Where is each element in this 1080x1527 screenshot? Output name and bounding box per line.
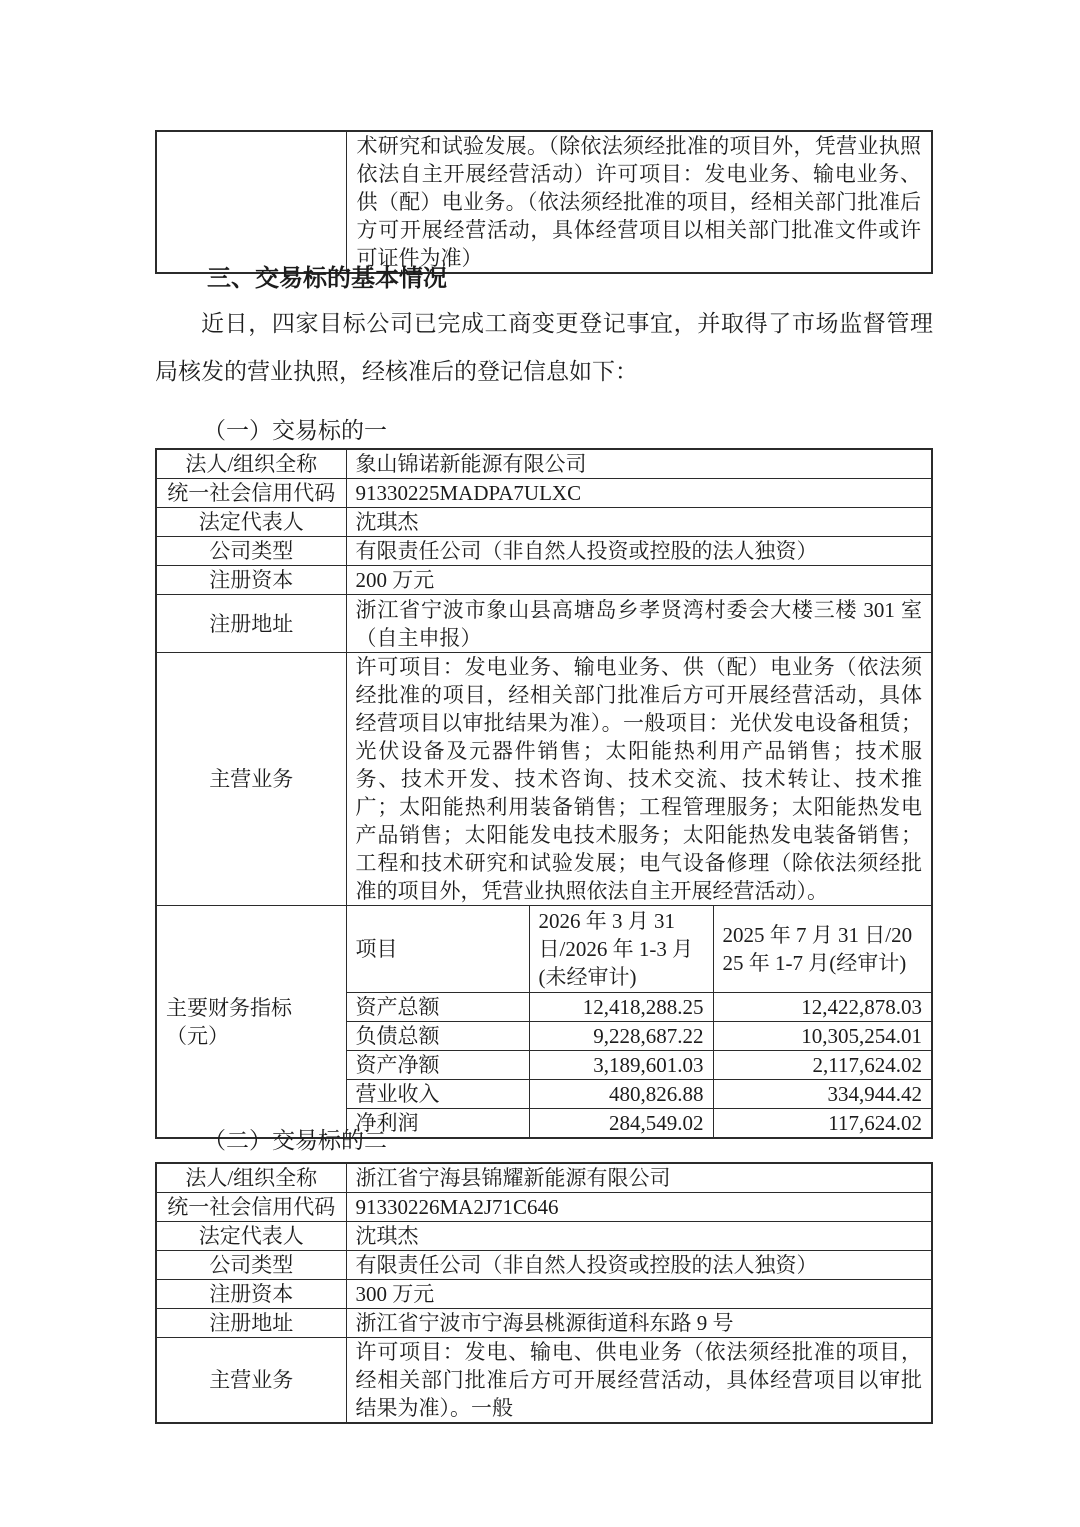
financial-item-name: 资产净额 <box>346 1051 529 1080</box>
table-row <box>156 449 932 479</box>
field-label: 法人/组织全称 <box>156 1163 346 1193</box>
financial-item-name: 净利润 <box>346 1109 529 1139</box>
period1-range: /2026 年 1-3 月(未经审计) <box>538 937 694 989</box>
field-value: 许可项目：发电、输电、供电业务（依法须经批准的项目，经相关部门批准后方可开展经营活动，具体经营项目以审批结果为准）。一般 <box>346 1338 932 1424</box>
table-row <box>156 1193 932 1222</box>
field-label: 法人/组织全称 <box>156 449 346 479</box>
financial-item-name: 资产总额 <box>346 993 529 1022</box>
financial-value-period2: 117,624.02 <box>713 1109 932 1139</box>
period1-date: 2026 年 3 月 31 日 <box>538 909 675 961</box>
field-value: 沈琪杰 <box>346 1222 932 1251</box>
field-value: 许可项目：发电业务、输电业务、供（配）电业务（依法须经批准的项目，经相关部门批准后方可开展经营活动，具体经营项目以审批结果为准）。一般项目：光伏发电设备租赁；光伏设备及元器件销售；太阳能热利用产品销售；技术服务、技术开发、技术咨询、技术交流、技术转让、技术推广；太阳能热利用装备销售；工程管理服务；太阳能热发电产品销售；太阳能发电技术服务；太阳能热发电装备销售；工程和技术研究和试验发展；电气设备修理（除依法须经批准的项目外，凭营业执照依法自主开展经营活动）。 <box>346 653 932 906</box>
target2-heading: （二）交易标的二 <box>203 1128 387 1153</box>
target2-table <box>155 1162 933 1424</box>
field-label: 公司类型 <box>156 537 346 566</box>
field-value: 浙江省宁波市象山县高塘岛乡孝贤湾村委会大楼三楼 301 室（自主申报） <box>346 595 932 653</box>
financial-value-period1: 480,826.88 <box>529 1080 713 1109</box>
field-value: 浙江省宁海县锦耀新能源有限公司 <box>346 1163 932 1193</box>
field-value: 沈琪杰 <box>346 508 932 537</box>
business-scope-continuation-table <box>155 130 933 274</box>
financial-value-period1: 3,189,601.03 <box>529 1051 713 1080</box>
business-scope-continuation-text: 术研究和试验发展。（除依法须经批准的项目外，凭营业执照依法自主开展经营活动）许可项目：发电业务、输电业务、供（配）电业务。（依法须经批准的项目，经相关部门批准后方可开展经营活动，具体经营项目以相关部门批准文件或许可证件为准） <box>346 131 932 273</box>
financial-value-period1: 12,418,288.25 <box>529 993 713 1022</box>
field-label: 主营业务 <box>156 1338 346 1424</box>
period2-date: 2025 年 7 月 31 日 <box>722 923 886 947</box>
financial-period2-header <box>713 906 932 993</box>
financial-header-row <box>156 906 932 993</box>
financial-section-label <box>156 906 346 1139</box>
section-heading: 三、交易标的基本情况 <box>207 266 447 292</box>
field-value: 象山锦诺新能源有限公司 <box>346 449 932 479</box>
intro-paragraph: 近日，四家目标公司已完成工商变更登记事宜，并取得了市场监督管理局核发的营业执照，经核准后的登记信息如下： <box>155 311 933 384</box>
field-label: 注册地址 <box>156 1309 346 1338</box>
table-row <box>156 1251 932 1280</box>
financial-value-period2: 2,117,624.02 <box>713 1051 932 1080</box>
table-row <box>156 1309 932 1338</box>
period2-range: /2025 年 1-7 月(经审计) <box>722 923 913 975</box>
financial-value-period1: 284,549.02 <box>529 1109 713 1139</box>
financial-value-period2: 10,305,254.01 <box>713 1022 932 1051</box>
field-value: 91330225MADPA7ULXC <box>346 479 932 508</box>
financial-item-col-header: 项目 <box>346 906 529 993</box>
table-row <box>156 537 932 566</box>
field-label: 注册资本 <box>156 1280 346 1309</box>
field-label: 法定代表人 <box>156 508 346 537</box>
field-value: 有限责任公司（非自然人投资或控股的法人独资） <box>346 537 932 566</box>
field-value: 200 万元 <box>346 566 932 595</box>
field-label: 统一社会信用代码 <box>156 479 346 508</box>
financial-value-period1: 9,228,687.22 <box>529 1022 713 1051</box>
field-label: 法定代表人 <box>156 1222 346 1251</box>
financial-label-line1: 主要财务指标 <box>166 995 292 1020</box>
table-row <box>156 1222 932 1251</box>
financial-label-line2: （元） <box>166 1023 229 1048</box>
financial-value-period2: 12,422,878.03 <box>713 993 932 1022</box>
table-row <box>156 479 932 508</box>
financial-item-name: 营业收入 <box>346 1080 529 1109</box>
table-row <box>156 595 932 653</box>
table-row <box>156 1338 932 1424</box>
field-label: 主营业务 <box>156 653 346 906</box>
field-value: 浙江省宁波市宁海县桃源街道科东路 9 号 <box>346 1309 932 1338</box>
table-row <box>156 1163 932 1193</box>
table-row <box>156 653 932 906</box>
field-label: 统一社会信用代码 <box>156 1193 346 1222</box>
financial-item-name: 负债总额 <box>346 1022 529 1051</box>
financial-period1-header <box>529 906 713 993</box>
field-value: 300 万元 <box>346 1280 932 1309</box>
target1-heading: （一）交易标的一 <box>203 418 387 443</box>
field-label: 公司类型 <box>156 1251 346 1280</box>
field-label: 注册地址 <box>156 595 346 653</box>
table-row <box>156 1280 932 1309</box>
empty-label-cell <box>156 131 346 273</box>
field-value: 91330226MA2J71C646 <box>346 1193 932 1222</box>
table-row <box>156 566 932 595</box>
field-value: 有限责任公司（非自然人投资或控股的法人独资） <box>346 1251 932 1280</box>
financial-value-period2: 334,944.42 <box>713 1080 932 1109</box>
table-row <box>156 508 932 537</box>
field-label: 注册资本 <box>156 566 346 595</box>
target1-table <box>155 448 933 1139</box>
